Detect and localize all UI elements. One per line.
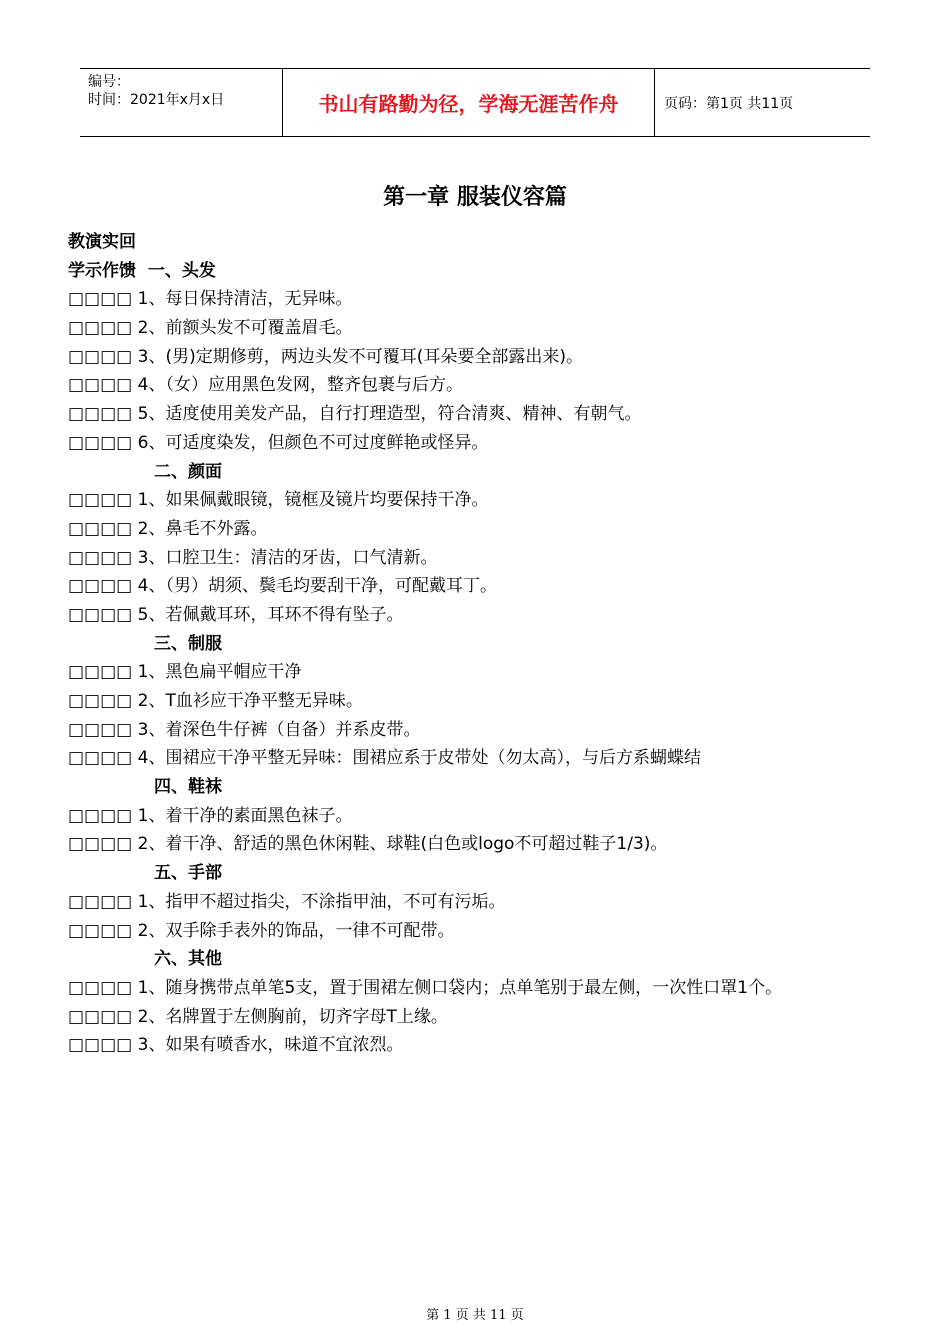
checklist-item (68, 744, 928, 773)
checkbox-marker: □□□□ (68, 604, 133, 625)
checkbox-marker: □□□□ (68, 920, 133, 941)
checkbox-marker: □□□□ (68, 1006, 133, 1027)
checklist-item (68, 1003, 928, 1032)
checkbox-marker: □□□□ (68, 547, 133, 568)
checklist-item-text: 1、如果佩戴眼镜，镜框及镜片均要保持干净。 (137, 490, 489, 511)
checklist-item (68, 917, 928, 946)
checklist-item (68, 802, 928, 831)
checklist-item (68, 601, 928, 630)
header-divider (654, 69, 655, 136)
checklist-item-text: 4、（女）应用黑色发网，整齐包裹与后方。 (137, 375, 463, 396)
checkbox-marker: □□□□ (68, 834, 133, 855)
section-heading: 三、制服 (154, 633, 222, 654)
checkbox-marker: □□□□ (68, 518, 133, 539)
header-meta (88, 73, 224, 109)
section-heading: 一、头发 (147, 260, 216, 281)
checkbox-marker: □□□□ (68, 375, 133, 396)
checklist-item-text: 1、指甲不超过指尖，不涂指甲油，不可有污垢。 (137, 891, 506, 912)
section-heading: 四、鞋袜 (154, 777, 222, 798)
checklist-item (68, 371, 928, 400)
checklist-item-text: 2、鼻毛不外露。 (137, 518, 268, 539)
chapter-title: 第一章 服装仪容篇 (383, 185, 567, 210)
checklist-item-text: 1、黑色扁平帽应干净 (137, 662, 302, 683)
document-time: 时间：2021年x月x日 (88, 92, 225, 108)
header-page-code: 页码：第1页 共11页 (664, 95, 794, 112)
checkbox-marker: □□□□ (68, 662, 133, 683)
checklist-item-text: 1、着干净的素面黑色袜子。 (137, 805, 353, 826)
checkbox-marker: □□□□ (68, 576, 133, 597)
checklist-item-text: 3、(男)定期修剪，两边头发不可覆耳(耳朵要全部露出来)。 (137, 346, 584, 367)
checkbox-marker: □□□□ (68, 691, 133, 711)
checklist-item-text: 2、T血衫应干净平整无异味。 (137, 691, 363, 711)
checklist-item (68, 515, 928, 544)
checklist-item-text: 2、前额头发不可覆盖眉毛。 (137, 318, 353, 339)
checklist-item (68, 658, 928, 687)
checkbox-marker: □□□□ (68, 1035, 133, 1056)
checklist-item-text: 5、适度使用美发产品，自行打理造型，符合清爽、精神、有朝气。 (137, 404, 642, 425)
checklist-item (68, 974, 928, 1003)
header-motto: 书山有路勤为径，学海无涯苦作舟 (318, 92, 619, 116)
checkbox-marker: □□□□ (68, 346, 133, 367)
checkbox-marker: □□□□ (68, 490, 133, 511)
checklist-item-text: 1、随身携带点单笔5支，置于围裙左侧口袋内；点单笔别于最左侧，一次性口罩1个。 (137, 977, 783, 998)
checklist-item (68, 429, 928, 458)
checklist-item (68, 314, 928, 343)
checklist-item-text: 3、着深色牛仔裤（自备）并系皮带。 (137, 719, 421, 740)
page-header (80, 68, 870, 137)
checklist-sections (68, 285, 928, 1060)
checklist-item-text: 2、双手除手表外的饰品，一律不可配带。 (137, 920, 455, 941)
checkbox-marker: □□□□ (68, 748, 133, 769)
checklist-item-text: 6、可适度染发，但颜色不可过度鲜艳或怪异。 (137, 432, 489, 453)
page-footer: 第 1 页 共 11 页 (426, 1308, 524, 1323)
checkbox-marker: □□□□ (68, 891, 133, 912)
intro-line: 教演实回 (68, 232, 136, 252)
checkbox-marker: □□□□ (68, 805, 133, 826)
checklist-item (68, 343, 928, 372)
checklist-item (68, 400, 928, 429)
checkbox-marker: □□□□ (68, 719, 133, 740)
checklist-item-text: 3、口腔卫生：清洁的牙齿，口气清新。 (137, 547, 438, 568)
checklist-item (68, 544, 928, 573)
intro-prefix: 学示作馈 (68, 260, 136, 281)
checklist-item-text: 2、名牌置于左侧胸前，切齐字母T上缘。 (137, 1006, 448, 1027)
checklist-item (68, 830, 928, 859)
checkbox-marker: □□□□ (68, 432, 133, 453)
checklist-item-text: 4、围裙应干净平整无异味：围裙应系于皮带处（勿太高），与后方系蝴蝶结 (137, 748, 701, 769)
checkbox-marker: □□□□ (68, 289, 133, 310)
document-number-label: 编号： (88, 74, 130, 90)
section-heading: 五、手部 (154, 863, 222, 884)
document-body (68, 228, 928, 1060)
checklist-item (68, 1031, 928, 1060)
checklist-item-text: 3、如果有喷香水，味道不宜浓烈。 (137, 1035, 404, 1056)
intro-heading-line (68, 257, 928, 286)
checkbox-marker: □□□□ (68, 318, 133, 339)
checklist-item (68, 888, 928, 917)
checklist-item (68, 285, 928, 314)
checklist-item (68, 486, 928, 515)
checklist-item (68, 716, 928, 745)
checklist-item (68, 572, 928, 601)
section-heading: 六、其他 (154, 949, 222, 970)
section-heading: 二、颜面 (154, 461, 222, 482)
checklist-item-text: 4、（男）胡须、鬓毛均要刮干净，可配戴耳丁。 (137, 576, 497, 597)
checklist-item (68, 687, 928, 716)
checklist-item-text: 2、着干净、舒适的黑色休闲鞋、球鞋(白色或logo不可超过鞋子1/3)。 (137, 834, 668, 855)
checkbox-marker: □□□□ (68, 404, 133, 425)
checkbox-marker: □□□□ (68, 977, 133, 998)
checklist-item-text: 5、若佩戴耳环，耳环不得有坠子。 (137, 604, 404, 625)
checklist-item-text: 1、每日保持清洁，无异味。 (137, 289, 353, 310)
